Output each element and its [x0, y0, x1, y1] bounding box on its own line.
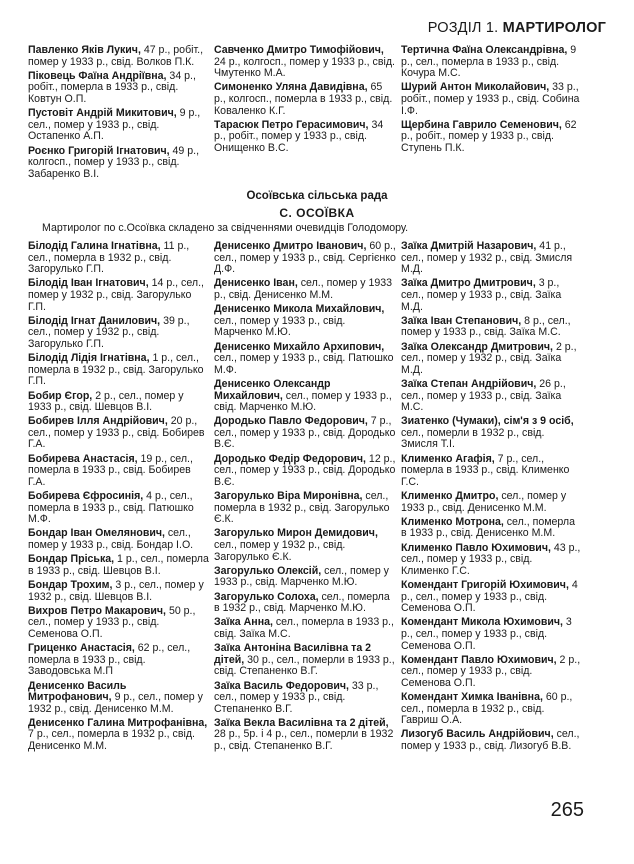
martyrology-entry: [214, 592, 396, 615]
martyrology-entry: [214, 82, 396, 117]
entry-name: Савченко Дмитро Тимофійович,: [214, 44, 384, 56]
martyrology-entry: [28, 491, 210, 526]
martyrology-entry: [28, 353, 210, 388]
top-column-2: [214, 45, 396, 157]
martyrology-entry: [28, 554, 210, 577]
entry-name: Загорулько Мирон Демидович,: [214, 527, 378, 540]
entry-details: 34 р., робіт., помер у 1933 р., свід. Онищенко В.С.: [214, 118, 384, 154]
martyrology-entry: [214, 379, 396, 414]
martyrology-entry: [214, 304, 396, 339]
martyrology-entry: [28, 580, 210, 603]
entry-details: 14 р., сел., помер у 1932 р., свід. Загорулько Г.П.: [28, 277, 204, 313]
entry-details: 41 р., сел., помер у 1932 р., свід. Змисля М.Д.: [401, 240, 573, 276]
martyrology-entry: [401, 241, 583, 276]
section-title: МАРТИРОЛОГ: [502, 20, 606, 36]
martyrology-entry: [401, 692, 583, 727]
entry-details: 4 р., сел., померла в 1933 р., свід. Патюшко М.Ф.: [28, 490, 194, 526]
entry-details: сел., помер у 1933 р., свід. Денисенко М.М.: [214, 277, 393, 301]
martyrology-entry: [214, 454, 396, 489]
entry-name: Заїка Дмитро Дмитрович,: [401, 277, 536, 290]
martyrology-entry: [214, 566, 396, 589]
entry-name: Загорулько Віра Миронівна,: [214, 490, 363, 503]
martyrology-entry: [214, 45, 396, 80]
martyrology-entry: [401, 617, 583, 652]
martyrology-entry: [28, 108, 210, 143]
entry-name: Комендант Павло Юхимович,: [401, 653, 557, 666]
martyrology-entry: [28, 643, 210, 678]
martyrology-entry: [401, 120, 583, 155]
entry-name: Бондар Трохим,: [28, 578, 113, 591]
entry-details: 39 р., сел., помер у 1932 р., свід. Загорулько Г.П.: [28, 314, 190, 350]
entry-name: Денисенко Галина Митрофанівна,: [28, 716, 208, 729]
entry-name: Білодід Іван Ігнатович,: [28, 277, 149, 290]
entry-details: 9 р., сел., померла в 1933 р., свід. Кочура М.С.: [401, 44, 577, 80]
entry-details: сел., померла в 1933 р., свід. Заїка М.С.: [214, 616, 394, 640]
entry-name: Роєнко Григорій Ігнатович,: [28, 144, 170, 157]
martyrology-entry: [28, 606, 210, 641]
entry-details: сел., помер у 1933 р., свід. Патюшко М.Ф.: [214, 352, 394, 376]
entry-name: Дородько Федір Федорович,: [214, 452, 366, 465]
entry-name: Пустовіт Андрій Микитович,: [28, 107, 177, 120]
entry-name: Денисенко Микола Михайлович,: [214, 303, 385, 316]
martyrology-entry: [28, 45, 210, 68]
entry-name: Клименко Дмитро,: [401, 490, 499, 503]
entry-details: 60 р., сел., помер у 1933 р., свід. Сергієнко Д.Ф.: [214, 240, 396, 276]
entry-details: 2 р., сел., помер у 1933 р., свід. Семенова О.П.: [401, 653, 581, 689]
entry-details: сел., помер у 1933 р., свід. Марченко М.Ю.: [214, 314, 346, 339]
entry-name: Клименко Мотрона,: [401, 515, 504, 528]
entry-name: Заїка Василь Федорович,: [214, 679, 349, 692]
entry-details: 8 р., сел., помер у 1933 р., свід. Заїка М.С.: [401, 314, 571, 339]
martyrology-entry: [214, 617, 396, 640]
page-header: [428, 20, 606, 36]
entry-details: 4 р., сел., помер у 1933 р., свід. Семенова О.П.: [401, 578, 578, 615]
entry-details: 3 р., сел., помер у 1933 р., свід. Заїка М.Д.: [401, 277, 562, 313]
entry-details: 43 р., сел., помер у 1933 р., свід. Клименко Г.С.: [401, 541, 581, 577]
entry-details: 12 р., сел., помер у 1933 р., свід. Дородько В.Є.: [214, 452, 396, 488]
entry-details: 9 р., сел., помер у 1932 р., свід. Денисенко М.М.: [28, 691, 203, 715]
martyrology-entry: [401, 379, 583, 414]
entry-name: Загорулько Олексій,: [214, 564, 322, 577]
entry-name: Шурий Антон Миколайович,: [401, 81, 550, 94]
entry-details: 62 р., сел., померла в 1933 р., свід. Заводовська М.П: [28, 642, 191, 678]
martyrology-entry: [401, 316, 583, 339]
martyrology-entry: [401, 342, 583, 377]
entry-name: Денисенко Дмитро Іванович,: [214, 240, 367, 252]
entry-details: 7 р., сел., помер у 1933 р., свід. Дородько В.Є.: [214, 415, 396, 451]
martyrology-entry: [28, 681, 210, 716]
martyrology-entry: [28, 416, 210, 451]
martyrology-entry: [401, 517, 583, 540]
martyrology-entry: [401, 580, 583, 615]
entry-details: 33 р., сел., помер у 1933 р., свід. Степаненко В.Г.: [214, 679, 379, 715]
entry-name: Бондар Іван Омелянович,: [28, 527, 165, 540]
village-heading: С. ОСОЇВКА: [279, 206, 355, 220]
martyrology-entry: [401, 655, 583, 690]
entry-details: сел., померли в 1932 р., свід. Змисля Т.І.: [401, 426, 545, 451]
entry-name: Бобир Єгор,: [28, 389, 93, 402]
martyrology-entry: [214, 643, 396, 678]
entry-name: Клименко Павло Юхимович,: [401, 541, 551, 554]
entry-details: 7 р., сел., померла в 1932 р., свід. Денисенко М.М.: [28, 728, 195, 753]
entry-details: 3 р., сел., помер у 1932 р., свід. Шевцов В.І.: [28, 578, 204, 603]
entry-details: сел., помер у 1933 р., свід. Денисенко М.М.: [401, 490, 567, 514]
entry-name: Дородько Павло Федорович,: [214, 415, 368, 428]
entry-name: Заїка Анна,: [214, 616, 273, 629]
bottom-column-1: [28, 241, 210, 755]
entry-name: Заїка Іван Степанович,: [401, 314, 522, 327]
entry-name: Заїка Дмитрій Назарович,: [401, 240, 537, 252]
entry-details: сел., помер у 1933 р., свід. Бондар І.О.: [28, 527, 194, 551]
intro-text: Мартиролог по с.Осоївка складено за свідченнями очевидців Голодомору.: [42, 222, 409, 234]
martyrology-entry: [214, 120, 396, 155]
bottom-column-2: [214, 241, 396, 755]
entry-name: Денисенко Іван,: [214, 277, 298, 290]
top-column-1: [28, 45, 210, 183]
martyrology-entry: [214, 681, 396, 716]
entry-name: Тертична Фаїна Олександрівна,: [401, 44, 568, 56]
entry-details: 2 р., сел., помер у 1933 р., свід. Шевцов В.І.: [28, 389, 184, 414]
entry-name: Заїка Антоніна Василівна та 2 дітей,: [214, 642, 372, 666]
martyrology-entry: [214, 491, 396, 526]
martyrology-entry: [401, 454, 583, 489]
entry-details: сел., помер у 1933 р., свід. Марченко М.Ю.: [214, 564, 389, 589]
entry-name: Білодід Ігнат Данилович,: [28, 314, 161, 327]
entry-name: Щербина Гаврило Семенович,: [401, 118, 562, 131]
entry-name: Симоненко Уляна Давидівна,: [214, 81, 368, 94]
entry-details: 49 р., колгосп., помер у 1933 р., свід. Забаренко В.І.: [28, 144, 200, 180]
entry-details: 26 р., сел., помер у 1933 р., свід. Заїка М.С.: [401, 377, 566, 414]
martyrology-entry: [28, 528, 210, 551]
entry-details: 11 р., сел., померла в 1932 р., свід. Загорулько Г.П.: [28, 240, 190, 276]
entry-name: Бондар Пріська,: [28, 553, 115, 566]
martyrology-entry: [214, 416, 396, 451]
martyrology-entry: [28, 146, 210, 181]
entry-name: Тарасюк Петро Герасимович,: [214, 118, 369, 131]
entry-name: Бобирев Ілля Андрійович,: [28, 415, 168, 428]
entry-details: 33 р., робіт., помер у 1933 р., свід. Собина І.Ф.: [401, 81, 580, 117]
martyrology-entry: [401, 416, 583, 451]
entry-name: Піковець Фаїна Андріївна,: [28, 69, 167, 82]
entry-details: 9 р., сел., помер у 1933 р., свід. Остапенко А.П.: [28, 107, 201, 143]
entry-name: Комендант Микола Юхимович,: [401, 616, 563, 629]
entry-details: 47 р., робіт., помер у 1933 р., свід. Волков П.К.: [28, 44, 204, 68]
martyrology-entry: [214, 528, 396, 563]
martyrology-entry: [401, 543, 583, 578]
entry-name: Денисенко Олександр Михайлович,: [214, 377, 331, 402]
martyrology-entry: [401, 278, 583, 313]
entry-name: Заїка Векла Василівна та 2 дітей,: [214, 716, 389, 729]
entry-details: 1 р., сел., померла в 1932 р., свід. Загорулько Г.П.: [28, 352, 204, 388]
entry-name: Заїка Олександр Дмитрович,: [401, 340, 553, 353]
entry-name: Заїка Степан Андрійович,: [401, 377, 537, 390]
entry-name: Білодід Галина Ігнатівна,: [28, 240, 161, 252]
martyrology-entry: [214, 241, 396, 276]
martyrology-entry: [28, 278, 210, 313]
martyrology-entry: [401, 45, 583, 80]
entry-name: Вихров Петро Макарович,: [28, 604, 166, 617]
entry-details: 65 р., колгосп., померла в 1933 р., свід. Коваленко К.Г.: [214, 81, 393, 117]
entry-details: сел., померла в 1933 р., свід. Денисенко М.М.: [401, 515, 576, 540]
entry-details: сел., помер у 1932 р., свід. Загорулько Є.К.: [214, 539, 346, 563]
martyrology-entry: [214, 278, 396, 301]
entry-details: сел., померла в 1932 р., свід. Марченко М.Ю.: [214, 590, 390, 615]
martyrology-entry: [28, 454, 210, 489]
entry-details: 24 р., колгосп., помер у 1933 р., свід. Чмутенко М.А.: [214, 55, 395, 80]
top-column-3: [401, 45, 583, 157]
council-heading: Осоївська сільська рада: [246, 190, 388, 202]
entry-name: Бобирева Єфросинія,: [28, 490, 144, 503]
entry-details: 50 р., сел., помер у 1933 р., свід. Семенова О.П.: [28, 604, 196, 640]
martyrology-entry: [401, 82, 583, 117]
bottom-column-3: [401, 241, 583, 755]
entry-details: 62 р., робіт., помер у 1933 р., свід. Ступень П.К.: [401, 118, 577, 154]
entry-name: Загорулько Солоха,: [214, 590, 319, 603]
martyrology-entry: [401, 729, 583, 752]
entry-details: 3 р., сел., помер у 1933 р., свід. Семенова О.П.: [401, 616, 572, 652]
entry-name: Денисенко Михайло Архипович,: [214, 340, 385, 353]
entry-name: Павленко Яків Лукич,: [28, 44, 141, 56]
entry-name: Денисенко Василь Митрофанович,: [28, 679, 127, 704]
entry-name: Гриценко Анастасія,: [28, 642, 135, 655]
entry-name: Бобирева Анастасія,: [28, 452, 138, 465]
entry-details: 34 р., робіт., померла в 1933 р., свід. Ковтун О.П.: [28, 69, 196, 105]
martyrology-entry: [28, 241, 210, 276]
page-number: 265: [550, 799, 584, 821]
entry-details: 19 р., сел., померла в 1933 р., свід. Бобирев Г.А.: [28, 452, 193, 488]
entry-name: Лизогуб Василь Андрійович,: [401, 728, 554, 741]
entry-details: 2 р., сел., помер у 1932 р., свід. Заїка М.Д.: [401, 340, 577, 376]
entry-name: Комендант Химка Іванівна,: [401, 691, 543, 704]
martyrology-entry: [28, 718, 210, 753]
entry-details: 1 р., сел., померла в 1933 р., свід. Шевцов В.І.: [28, 553, 209, 577]
martyrology-entry: [28, 71, 210, 106]
entry-details: 20 р., сел., помер у 1933 р., свід. Бобирев Г.А.: [28, 415, 205, 451]
martyrology-entry: [214, 342, 396, 377]
martyrology-entry: [28, 316, 210, 351]
entry-details: 7 р., сел., померла в 1933 р., свід. Клименко Г.С.: [401, 452, 570, 488]
entry-name: Білодід Лідія Ігнатівна,: [28, 352, 150, 365]
entry-name: Зиатенко (Чумаки), сім'я з 9 осіб,: [401, 415, 574, 428]
martyrology-entry: [214, 718, 396, 753]
entry-name: Комендант Григорій Юхимович,: [401, 578, 569, 591]
martyrology-entry: [28, 391, 210, 414]
entry-details: 60 р., сел., померла в 1932 р., свід. Гавриш О.А.: [401, 691, 573, 727]
entry-name: Клименко Агафія,: [401, 452, 495, 465]
martyrology-entry: [401, 491, 583, 514]
entry-details: 30 р., сел., померли в 1933 р., свід. Степаненко В.Г.: [214, 653, 395, 678]
entry-details: сел., померла в 1932 р., свід. Загорулько Є.К.: [214, 490, 390, 526]
entry-details: сел., помер у 1933 р., свід. Марченко М.Ю.: [214, 389, 392, 414]
section-label: РОЗДІЛ 1.: [427, 20, 499, 36]
entry-details: сел., помер у 1933 р., свід. Лизогуб В.В.: [401, 728, 580, 753]
entry-details: 28 р., 5р. і 4 р., сел., померли в 1932 р., свід. Степаненко В.Г.: [214, 728, 394, 753]
